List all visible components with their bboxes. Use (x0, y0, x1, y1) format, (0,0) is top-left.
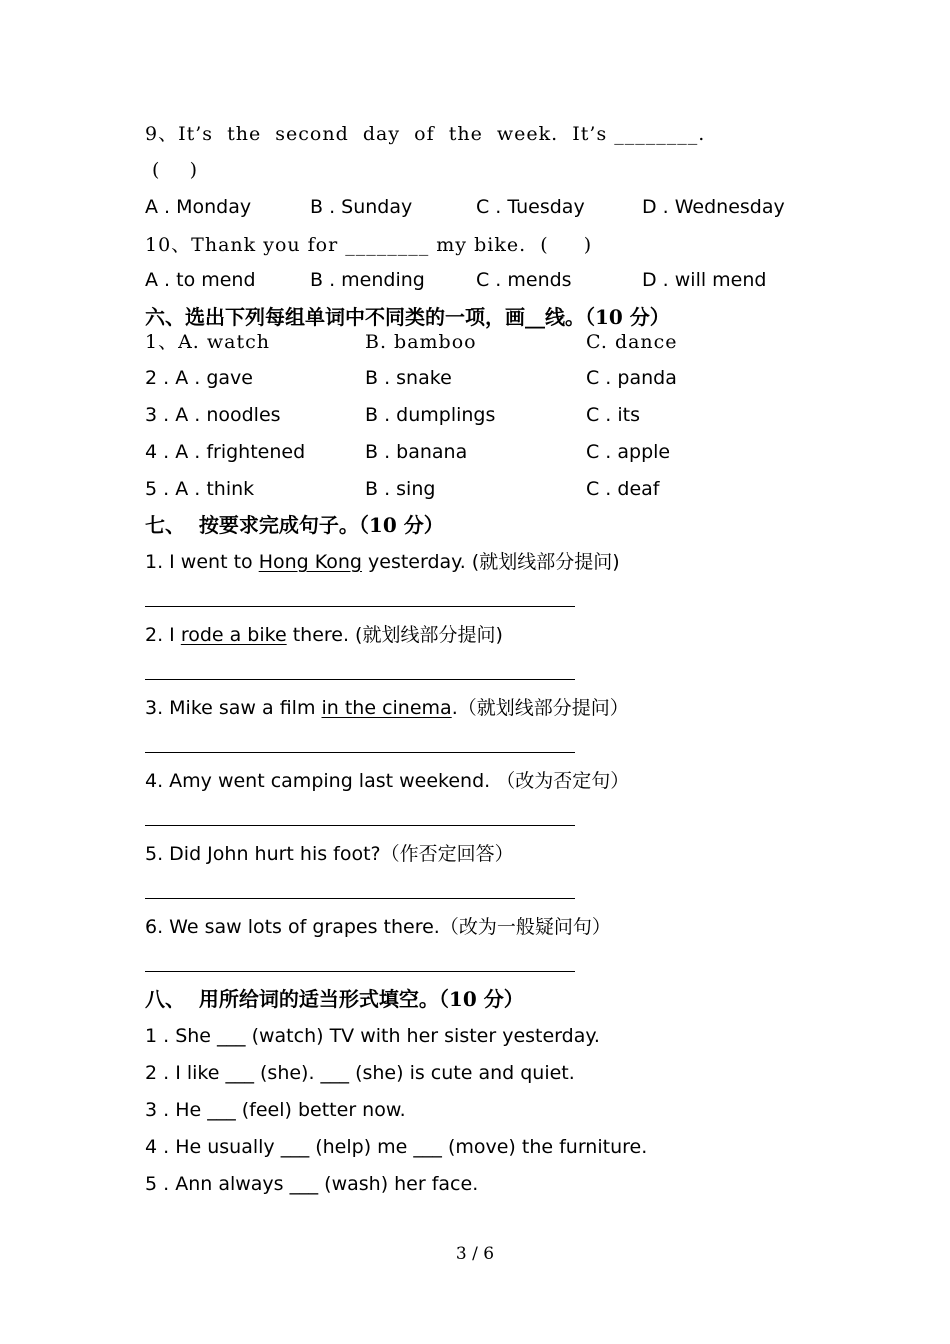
page-number: 3 / 6 (455, 1244, 495, 1264)
s6-row2-a: 2 . A . gave (145, 367, 253, 389)
q10-option-d: D . will mend (642, 269, 767, 291)
s7-answer-line-1 (145, 606, 575, 607)
s7-answer-line-2 (145, 679, 575, 680)
s7-item5: 5. Did John hurt his foot?（作否定回答） (145, 843, 514, 865)
s6-row5-c: C . deaf (586, 478, 660, 500)
q10-option-c: C . mends (476, 269, 572, 291)
s7-answer-line-4 (145, 825, 575, 826)
s7-answer-line-5 (145, 898, 575, 899)
s7-item4: 4. Amy went camping last weekend. （改为否定句） (145, 770, 630, 792)
s6-row3-c: C . its (586, 404, 641, 426)
q9-option-d: D . Wednesday (642, 196, 785, 218)
s7-item2: 2. I rode a bike there. (就划线部分提问) (145, 624, 503, 646)
section8-title: 八、 用所给词的适当形式填空。（10 分） (145, 987, 524, 1011)
s6-row1-a: 1、A. watch (145, 331, 270, 353)
s7-item2-underlined: rode a bike (180, 624, 287, 646)
s6-row3-b: B . dumplings (365, 404, 496, 426)
s7-item3-underlined: in the cinema (321, 697, 452, 719)
s7-item1-underlined: Hong Kong (258, 551, 362, 573)
s8-item2: 2 . I like ___ (she). ___ (she) is cute and quiet. (145, 1062, 575, 1084)
s8-item1: 1 . She ___ (watch) TV with her sister yesterday. (145, 1025, 600, 1047)
section7-title: 七、 按要求完成句子。（10 分） (145, 513, 444, 537)
q9-answer-paren: ( ) (152, 159, 198, 181)
s8-item5: 5 . Ann always ___ (wash) her face. (145, 1173, 479, 1195)
s6-row5-a: 5 . A . think (145, 478, 255, 500)
q10-option-a: A . to mend (145, 269, 256, 291)
s6-row5-b: B . sing (365, 478, 436, 500)
s6-row1-b: B. bamboo (365, 331, 477, 353)
q9-option-c: C . Tuesday (476, 196, 585, 218)
q9-option-b: B . Sunday (310, 196, 413, 218)
s6-row2-c: C . panda (586, 367, 677, 389)
section6-title: 六、选出下列每组单词中不同类的一项，画__线。（10 分） (145, 305, 670, 329)
s7-item1: 1. I went to Hong Kong yesterday. (就划线部分提问) (145, 551, 620, 573)
q9-stem: 9、It’s the second day of the week. It’s ________. (145, 123, 706, 145)
s7-item3: 3. Mike saw a film in the cinema.（就划线部分提问） (145, 697, 629, 719)
q10-stem: 10、Thank you for ________ my bike. ( ) (145, 234, 593, 256)
s6-row4-a: 4 . A . frightened (145, 441, 306, 463)
s7-answer-line-3 (145, 752, 575, 753)
s6-row2-b: B . snake (365, 367, 452, 389)
q10-option-b: B . mending (310, 269, 425, 291)
q9-option-a: A . Monday (145, 196, 252, 218)
s6-row1-c: C. dance (586, 331, 678, 353)
s6-row4-b: B . banana (365, 441, 468, 463)
s8-item4: 4 . He usually ___ (help) me ___ (move) the furniture. (145, 1136, 648, 1158)
s7-item6: 6. We saw lots of grapes there.（改为一般疑问句） (145, 916, 611, 938)
s7-answer-line-6 (145, 971, 575, 972)
s6-row3-a: 3 . A . noodles (145, 404, 281, 426)
s8-item3: 3 . He ___ (feel) better now. (145, 1099, 406, 1121)
s6-row4-c: C . apple (586, 441, 671, 463)
